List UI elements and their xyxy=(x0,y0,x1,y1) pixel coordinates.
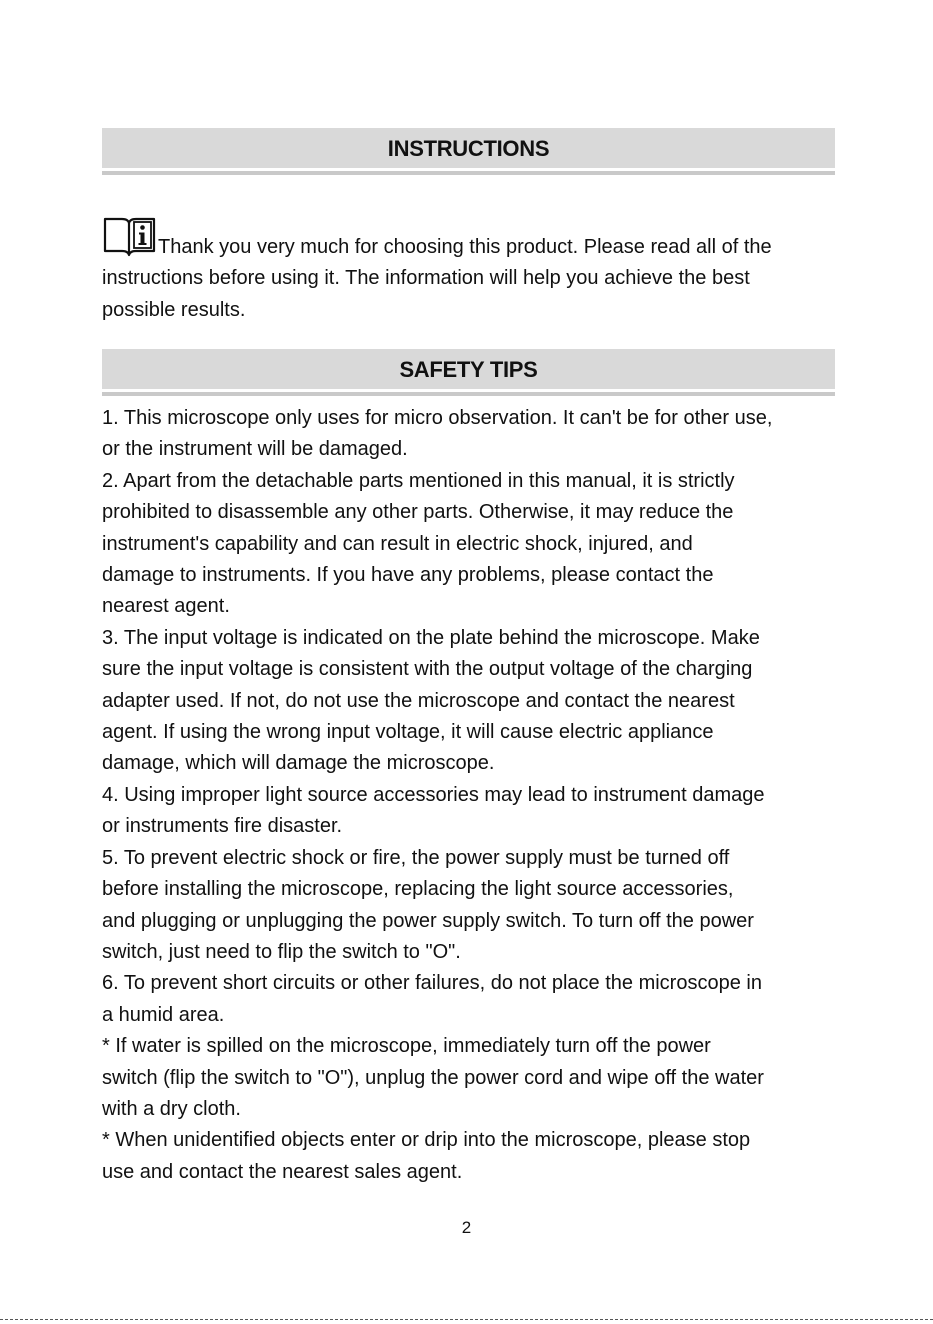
safety-line: damage to instruments. If you have any problems, please contact the xyxy=(102,564,714,587)
safety-line: sure the input voltage is consistent with the output voltage of the charging xyxy=(102,658,753,681)
safety-line: with a dry cloth. xyxy=(102,1097,241,1120)
intro-line-1-text: Thank you very much for choosing this product. Please read all of the xyxy=(158,236,772,258)
safety-line: 4. Using improper light source accessories may lead to instrument damage xyxy=(102,783,765,806)
safety-line: a humid area. xyxy=(102,1003,225,1026)
safety-line: and plugging or unplugging the power supply switch. To turn off the power xyxy=(102,909,754,932)
safety-line: agent. If using the wrong input voltage, it will cause electric appliance xyxy=(102,721,714,744)
intro-line-3: possible results. xyxy=(102,298,246,321)
intro-paragraph xyxy=(102,213,842,326)
safety-line: prohibited to disassemble any other parts. Otherwise, it may reduce the xyxy=(102,501,734,524)
safety-line: * When unidentified objects enter or drip into the microscope, please stop xyxy=(102,1129,751,1152)
safety-line: 2. Apart from the detachable parts mentioned in this manual, it is strictly xyxy=(102,469,735,492)
page-number: 2 xyxy=(461,1218,472,1237)
safety-line: instrument's capability and can result in electric shock, injured, and xyxy=(102,532,693,555)
safety-line: adapter used. If not, do not use the microscope and contact the nearest xyxy=(102,689,735,712)
safety-line: or instruments fire disaster. xyxy=(102,815,343,838)
safety-line: nearest agent. xyxy=(102,595,230,618)
page-edge-divider xyxy=(0,1319,933,1320)
safety-line: 1. This microscope only uses for micro observation. It can't be for other use, xyxy=(102,407,773,429)
safety-line: switch, just need to flip the switch to "O". xyxy=(102,940,461,963)
instructions-heading: INSTRUCTIONS xyxy=(102,128,835,171)
safety-line: use and contact the nearest sales agent. xyxy=(102,1160,463,1183)
safety-line: 5. To prevent electric shock or fire, the power supply must be turned off xyxy=(102,846,730,869)
safety-line: 3. The input voltage is indicated on the plate behind the microscope. Make xyxy=(102,626,760,649)
safety-line: or the instrument will be damaged. xyxy=(102,438,408,461)
info-book-icon xyxy=(102,213,156,259)
intro-line-1 xyxy=(102,213,842,263)
safety-tips-heading: SAFETY TIPS xyxy=(102,349,835,392)
safety-tips-list xyxy=(102,403,842,1188)
safety-line: * If water is spilled on the microscope, immediately turn off the power xyxy=(102,1035,711,1058)
safety-line: switch (flip the switch to "O"), unplug the power cord and wipe off the water xyxy=(102,1066,764,1089)
safety-line: before installing the microscope, replacing the light source accessories, xyxy=(102,878,734,901)
safety-line: 6. To prevent short circuits or other failures, do not place the microscope in xyxy=(102,972,762,995)
intro-line-2: instructions before using it. The information will help you achieve the best xyxy=(102,267,750,290)
safety-line: damage, which will damage the microscope. xyxy=(102,752,495,775)
